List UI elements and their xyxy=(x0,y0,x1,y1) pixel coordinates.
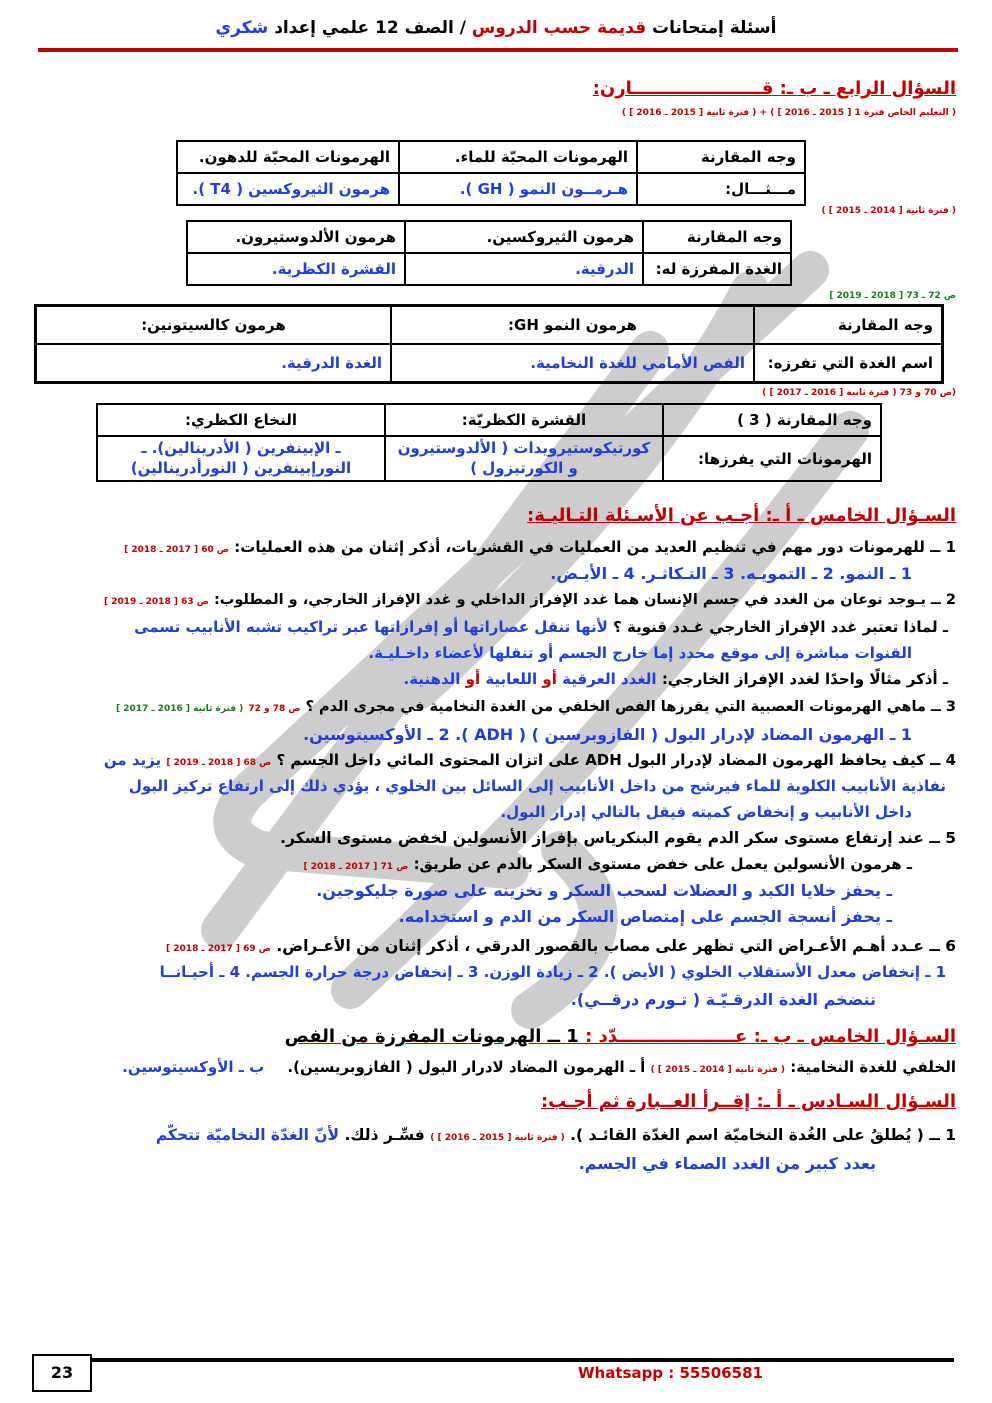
q5a-q1-answer: 1 ـ النمو. 2 ـ التمويـه. 3 ـ التـكاثـر. 4 ـ الأيـض. xyxy=(550,564,912,583)
q3-tag2: ( فترة ثانية [ 2016 ـ 2017 ] xyxy=(116,704,244,714)
q6a-answer2: بعدد كبير من الغدد الصماء في الجسم. xyxy=(578,1154,876,1173)
t2-row-thyroxine: الدرقية. xyxy=(405,253,643,285)
q4b-note4: (ص 70 و 73 ( فترة ثانية [ 2016 ـ 2017 ] ) xyxy=(762,388,956,398)
q5a-q5-answer1: ـ يحفز خلايا الكبد و العضلات لسحب السكر و تخزينه على صورة جليكوجين. xyxy=(316,881,892,900)
q5b-item1 xyxy=(122,1058,956,1076)
q5b-answer-b: ب ـ الأوكسيتوسين. xyxy=(122,1058,265,1076)
comparison-table-3 xyxy=(34,304,944,384)
t1-header-lipophilic: الهرمونات المحبّة للدهون. xyxy=(177,141,399,173)
q5a-q4-answer2: داخل الأنابيب و إنخفاض كميته فيقل بالتالي إدرار البول. xyxy=(500,803,912,821)
q3-text: 3 ــ ماهي الهرمونات العصبية التي يفرزها الفص الخلفي من الغدة النخامية في مجرى الدم ؟ xyxy=(305,699,956,715)
q2a-answer-line1: لأنها تنقل عصاراتها أو إفرازاتها عبر تراكيب تشبه الأنابيب تسمى xyxy=(134,618,608,636)
comparison-table-2 xyxy=(186,220,792,286)
t4-header-aspect: وجه المقارنة ( 3 ) xyxy=(663,404,881,436)
q4b-note3: ص 72 ـ 73 [ 2018 ـ 2019 ] xyxy=(829,291,956,301)
t4-medulla-line1: ـ الإبينفرين ( الأدرينالين). ـ xyxy=(141,439,341,457)
q5b-answer-a: أ ـ الهرمون المضاد لادرار البول ( الفازوبريسين). xyxy=(287,1058,646,1076)
q3-tag1: ص 78 و 72 xyxy=(248,704,301,714)
q2a-text: ـ لماذا تعتبر غدد الإفراز الخارجي غـدد قنوية ؟ xyxy=(613,618,948,636)
q5a-q4-answer1: نفاذية الأنابيب الكلوية للماء فيرشح من داخل الأنابيب إلى السائل بين الخلوي ، يؤدي ذلك إلى ارتفاع تركيز البول xyxy=(128,777,946,795)
q4b-note1: ( التعليم الخاص فترة 1 [ 2015 ـ 2016 ] ) + ( فترة ثانية [ 2015 ـ 2016 ] ) xyxy=(621,108,956,118)
t4-header-cortex: القشرة الكظريّة: xyxy=(385,404,663,436)
q5a-q2a-answer2: القنوات مباشرة إلى موقع محدد إما خارج الجسم أو تنقلها لأعضاء داخـليـة. xyxy=(368,644,912,662)
q6-tag: ص 69 [ 2017 ـ 2018 ] xyxy=(166,944,271,954)
header-part2: قديمة حسب الدروس xyxy=(471,18,647,38)
t4-cortex-line1: كورتيكوستيرويدات ( الألدوستيرون xyxy=(397,439,651,457)
t2-header-thyroxine: هرمون الثيروكسين. xyxy=(405,221,643,253)
q5a-q6-answer2: تتضخم الغدة الدرقـيّـة ( تـورم درقــي). xyxy=(570,990,876,1009)
page-number: 23 xyxy=(32,1354,92,1392)
q4-answer0: يزيد من xyxy=(103,751,162,769)
t4-row-medulla xyxy=(97,436,385,481)
page-header xyxy=(0,18,992,38)
t4-medulla-line2: النورإبينفرين ( النورأدرينالين) xyxy=(130,458,352,477)
q5b-item1-label: 1 ــ الهرمونات المفرزة من الفص xyxy=(284,1026,579,1047)
t4-row-cortex xyxy=(385,436,663,481)
q6-text: 6 ــ عـدد أهـم الأعـراض التي تظهر على مصاب بالقصور الدرقي ، أذكر إثنان من الأعـراض. xyxy=(276,937,956,955)
t4-row-label: الهرمونات التي يفرزها: xyxy=(663,436,881,481)
q1-tag: ص 60 [ 2017 ـ 2018 ] xyxy=(124,545,230,555)
q5a-q2 xyxy=(104,592,956,608)
q6a-q1-text: 1 ــ ( يُطلقُ على الغُدة النخاميّة اسم الغدّة القائـد ). xyxy=(570,1126,956,1144)
t3-header-gh: هرمون النمو GH: xyxy=(391,306,754,345)
q5a-title: السـؤال الخامس ـ أ ـ: أجـب عن الأسـئلة التـاليـة: xyxy=(527,505,956,526)
q2b-answer1: الغدد العرقية xyxy=(562,670,657,688)
q6a-q1 xyxy=(156,1126,956,1144)
t1-header-hydrophilic: الهرمونات المحبّة للماء. xyxy=(399,141,637,173)
q2-tag: ص 63 [ 2018 ـ 2019 ] xyxy=(104,597,209,607)
footer-divider xyxy=(92,1358,954,1362)
t1-header-aspect: وجه المقارنة xyxy=(637,141,805,173)
header-part3: / الصف 12 علمي إعداد xyxy=(274,18,466,38)
q4b-title: السؤال الرابع ـ ب ـ: قـــــــــــــــــــــارن: xyxy=(592,78,956,99)
q4-tag: ص 68 [ 2018 ـ 2019 ] xyxy=(166,758,272,768)
q2-text: 2 ــ يـوجد نوعان من الغدد في جسم الإنسان هما غدد الإفراز الداخلي و غدد الإفراز الخارجي، و المطلوب: xyxy=(213,592,956,608)
q5a-q2a xyxy=(134,618,948,636)
q5b-title-text: السـؤال الخامس ـ ب ـ: عـــــــــــــــــــدّد : xyxy=(585,1026,956,1047)
q5a-q6-answer1: 1 ـ إنخفاض معدل الأستقلاب الخلوي ( الأيض ). 2 ـ زيادة الوزن. 3 ـ إنخفاض درجة حرارة الجسم. 4 ـ أحيـانــا xyxy=(159,963,946,981)
q5b-tag: ( فترة ثانية [ 2014 ـ 2015 ] ) xyxy=(650,1065,786,1075)
t3-row-label: اسم الغدة التي تفرزه: xyxy=(754,344,943,383)
q5b-item1-label2: الخلفي للغدة النخامية: xyxy=(790,1058,956,1076)
q5a-tag: ص 71 [ 2017 ـ 2018 ] xyxy=(303,862,409,872)
q5a-q1 xyxy=(124,538,956,556)
q4b-note2: ( فترة ثانية [ 2014 ـ 2015 ] ) xyxy=(821,206,956,216)
q6a-answer1: لأنّ الغدّة النخاميّة تتحكّم xyxy=(155,1126,340,1144)
q1-text: 1 ــ للهرمونات دور مهم في تنظيم العديد من العمليات في القشريات، أذكر إثنان من هذه العمليات: xyxy=(234,538,956,556)
t1-row-hydrophilic: هـرمــون النمو ( GH ). xyxy=(399,173,637,205)
q5a-q5-answer2: ـ يحفز أنسجة الجسم على إمتصاص السكر من الدم و استخدامه. xyxy=(398,907,892,926)
q5a-q2b xyxy=(404,670,949,688)
t3-header-aspect: وجه المقارنة xyxy=(754,306,943,345)
t1-row-lipophilic: هرمون الثيروكسين ( T4 ). xyxy=(177,173,399,205)
t2-row-label: الغدة المفرزة له: xyxy=(643,253,791,285)
t2-row-aldosterone: القشرة الكظرية. xyxy=(187,253,405,285)
header-part1: أسئلة إمتحانات xyxy=(652,18,777,38)
q6a-q1-tag: ( فترة ثانية [ 2015 ـ 2016 ] ) xyxy=(430,1133,565,1143)
q2b-text: ـ أذكر مثالًا واحدًا لغدد الإفراز الخارجي: xyxy=(661,670,948,688)
whatsapp-contact: Whatsapp : 55506581 xyxy=(578,1364,763,1382)
q2b-answer3: الدهنية. xyxy=(403,670,461,688)
q5a-q3 xyxy=(116,699,956,715)
q5a-q5a xyxy=(303,855,912,873)
t1-row-label: مـــثـــال: xyxy=(637,173,805,205)
t2-header-aldosterone: هرمون الألدوستيرون. xyxy=(187,221,405,253)
q2b-or2: أو xyxy=(465,670,481,688)
q5a-q5: 5 ــ عند إرتفاع مستوى سكر الدم يقوم البنكرياس بإفراز الأنسولين لخفض مستوى السكر. xyxy=(280,829,956,847)
t3-header-calcitonin: هرمون كالسيتونين: xyxy=(36,306,392,345)
t3-row-gh: الفص الأمامي للغدة النخامية. xyxy=(391,344,754,383)
q5a-q3-answer: 1 ـ الهرمون المضاد لإدرار البول ( الفازوبرسين ) ( ADH ). 2 ـ الأوكسيتوسين. xyxy=(303,725,912,744)
q4-text: 4 ــ كيف يحافظ الهرمون المضاد لإدرار البول ADH على اتزان المحتوى المائي داخل الجسم ؟ xyxy=(276,751,956,769)
q5b-title xyxy=(285,1026,956,1047)
comparison-table-4 xyxy=(96,403,882,482)
t4-header-medulla: النخاع الكظري: xyxy=(97,404,385,436)
q5a-q4 xyxy=(104,751,956,769)
comparison-table-1 xyxy=(176,140,806,206)
q6a-q1-question: فسِّـر ذلك. xyxy=(344,1126,425,1144)
t4-cortex-line2: و الكورتيزول ) xyxy=(470,458,578,477)
t2-header-aspect: وجه المقارنة xyxy=(643,221,791,253)
q5a-q6 xyxy=(166,937,956,955)
q2b-answer2: اللعابية xyxy=(485,670,538,688)
header-author: شكري xyxy=(215,18,269,38)
q6a-title: السـؤال السـادس ـ أ ـ: إقــرأ العــبارة ثم أجـب: xyxy=(540,1091,956,1112)
header-divider xyxy=(38,48,958,52)
q5a-text: ـ هرمون الأنسولين يعمل على خفض مستوى السكر بالدم عن طريق: xyxy=(413,855,912,873)
q2b-or1: أو xyxy=(542,670,557,688)
t3-row-calcitonin: الغدة الدرقية. xyxy=(36,344,392,383)
